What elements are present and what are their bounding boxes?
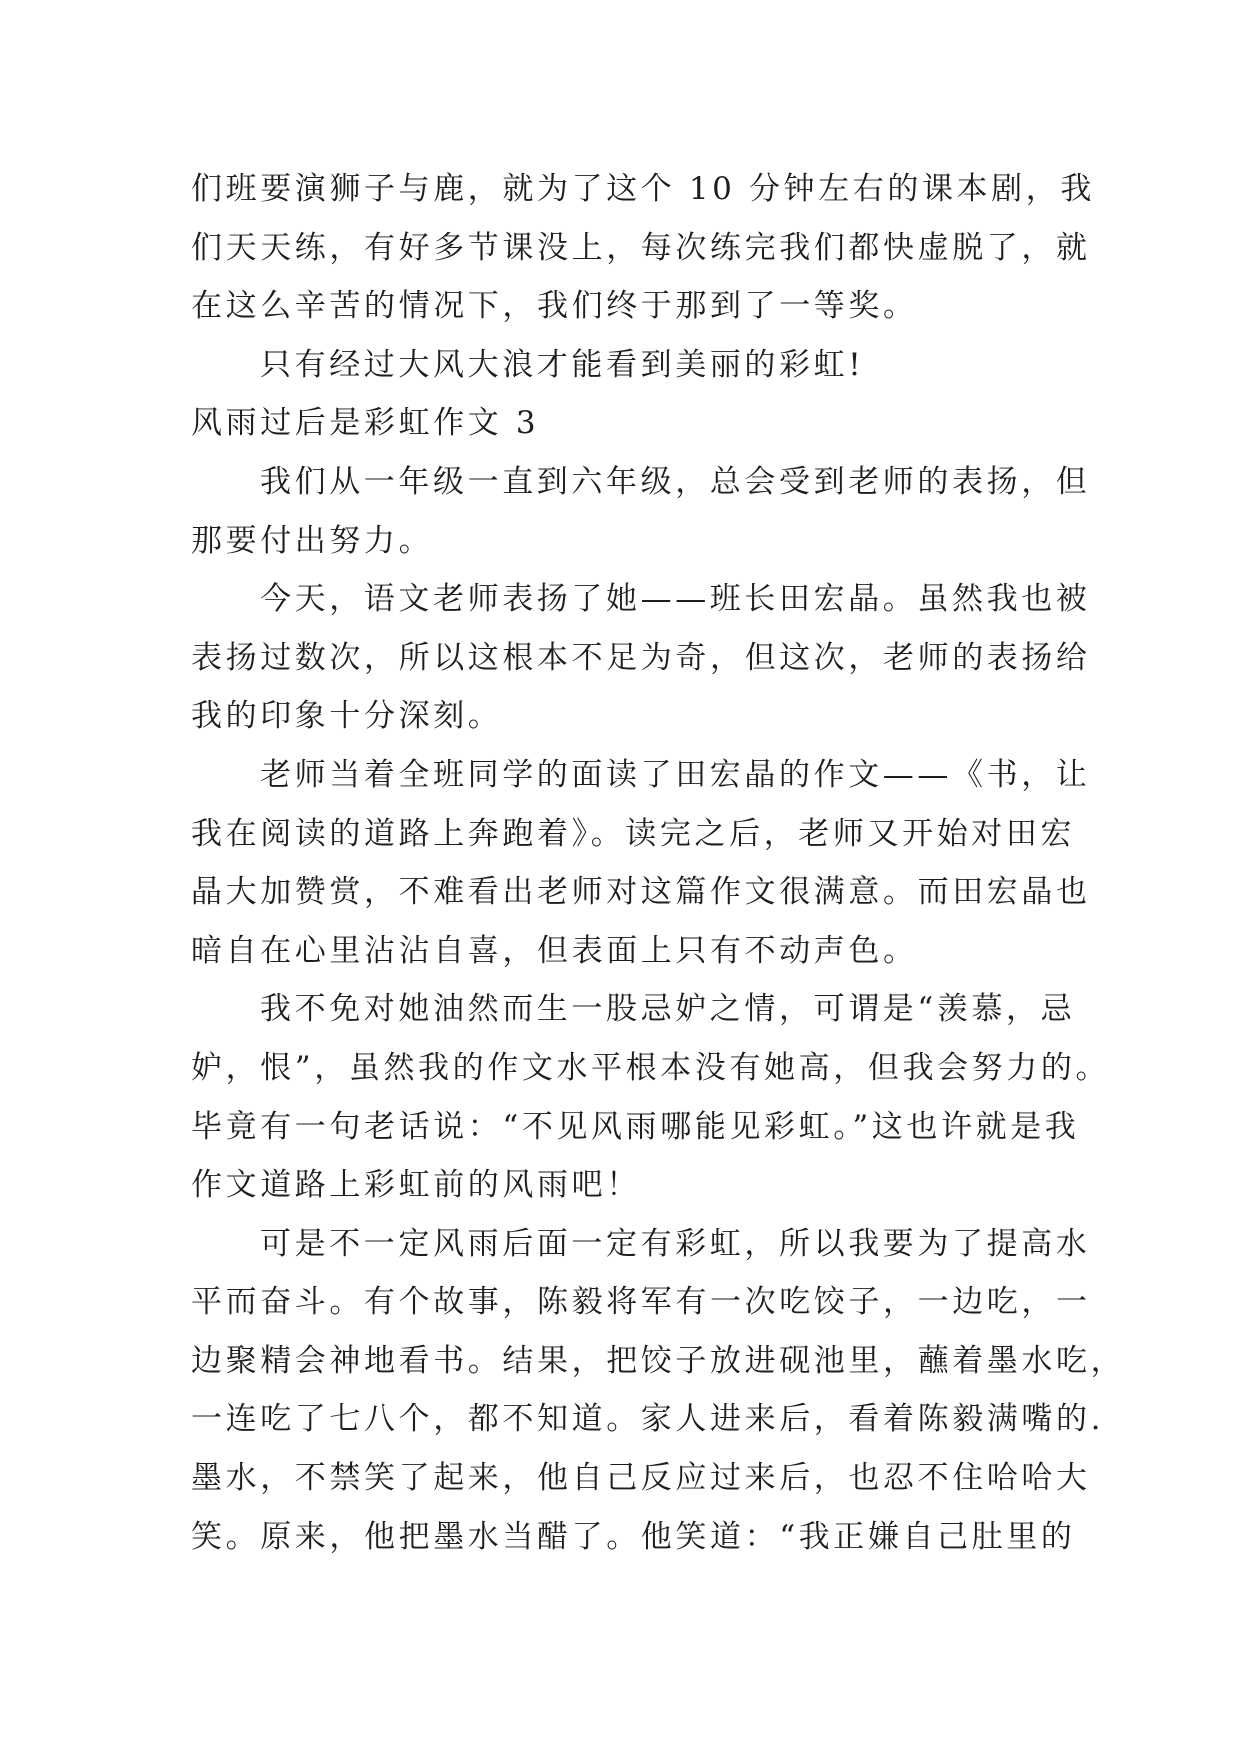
paragraph-continuation bbox=[191, 160, 1121, 336]
paragraph bbox=[191, 570, 1121, 746]
paragraph-line: 表扬过数次，所以这根本不足为奇，但这次，老师的表扬给 bbox=[191, 639, 1091, 676]
paragraph-line: 平而奋斗。有个故事，陈毅将军有一次吃饺子，一边吃，一 bbox=[191, 1284, 1091, 1321]
paragraph-line: 可是不一定风雨后面一定有彩虹，所以我要为了提高水 bbox=[260, 1225, 1091, 1262]
paragraph-line: 一连吃了七八个，都不知道。家人进来后，看着陈毅满嘴的. bbox=[191, 1401, 1105, 1438]
paragraph-line: 们班要演狮子与鹿，就为了这个 10 分钟左右的课本剧，我 bbox=[191, 171, 1095, 207]
section-heading-text: 风雨过后是彩虹作文 3 bbox=[191, 405, 540, 442]
paragraph-line: 我不免对她油然而生一股忌妒之情，可谓是“羡慕，忌 bbox=[260, 991, 1076, 1028]
paragraph-line: 晶大加赞赏，不难看出老师对这篇作文很满意。而田宏晶也 bbox=[191, 874, 1091, 911]
paragraph-line: 们天天练，有好多节课没上，每次练完我们都快虚脱了，就 bbox=[191, 229, 1091, 266]
paragraph-line: 我们从一年级一直到六年级，总会受到老师的表扬，但 bbox=[260, 463, 1091, 500]
section-heading bbox=[191, 394, 1121, 453]
paragraph-line: 暗自在心里沾沾自喜，但表面上只有不动声色。 bbox=[191, 932, 918, 969]
paragraph-line: 老师当着全班同学的面读了田宏晶的作文——《书，让 bbox=[260, 756, 1091, 793]
paragraph-line: 今天，语文老师表扬了她——班长田宏晶。虽然我也被 bbox=[260, 581, 1091, 618]
paragraph bbox=[191, 746, 1121, 980]
paragraph-line: 我在阅读的道路上奔跑着》。读完之后，老师又开始对田宏 bbox=[191, 815, 1076, 852]
paragraph bbox=[191, 336, 1121, 395]
document-body bbox=[191, 160, 1126, 1566]
paragraph-line: 我的印象十分深刻。 bbox=[191, 698, 503, 735]
paragraph-line: 毕竟有一句老话说：“不见风雨哪能见彩虹。”这也许就是我 bbox=[191, 1108, 1080, 1145]
paragraph-line: 在这么辛苦的情况下，我们终于那到了一等奖。 bbox=[191, 288, 918, 325]
paragraph-line: 那要付出努力。 bbox=[191, 522, 434, 559]
paragraph-line: 墨水，不禁笑了起来，他自己反应过来后，也忍不住哈哈大 bbox=[191, 1460, 1091, 1497]
paragraph bbox=[191, 453, 1121, 570]
paragraph-line: 妒，恨”，虽然我的作文水平根本没有她高，但我会努力的。 bbox=[191, 1049, 1111, 1086]
paragraph-line: 边聚精会神地看书。结果，把饺子放进砚池里，蘸着墨水吃， bbox=[191, 1342, 1126, 1379]
paragraph bbox=[191, 1215, 1126, 1567]
paragraph-line: 笑。原来，他把墨水当醋了。他笑道：“我正嫌自己肚里的 bbox=[191, 1518, 1076, 1555]
paragraph bbox=[191, 980, 1121, 1214]
paragraph-line: 作文道路上彩虹前的风雨吧！ bbox=[191, 1167, 641, 1204]
paragraph-line: 只有经过大风大浪才能看到美丽的彩虹! bbox=[260, 346, 865, 383]
